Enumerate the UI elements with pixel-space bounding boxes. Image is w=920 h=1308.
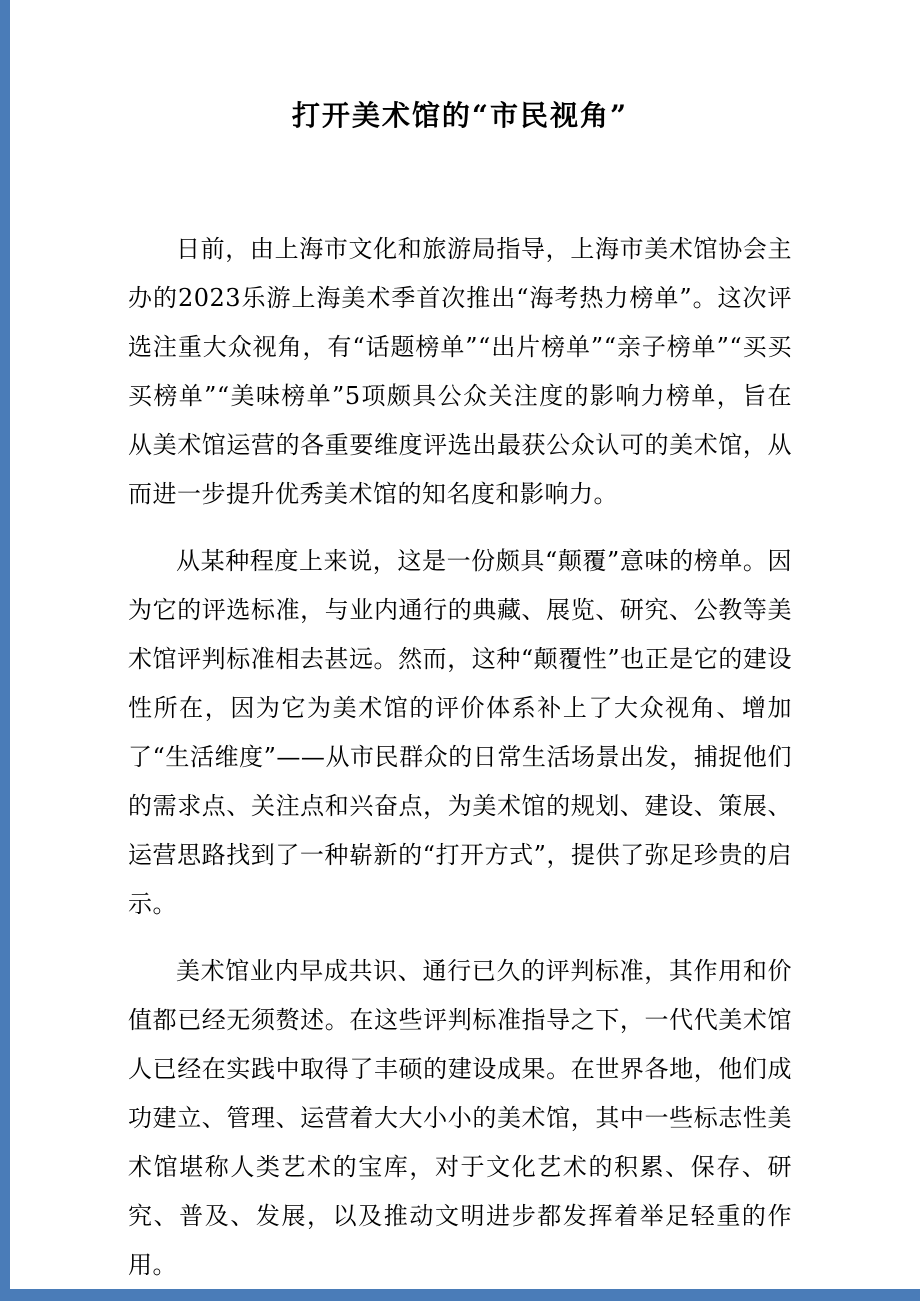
document-content [128, 0, 792, 1308]
document-title: 打开美术馆的“市民视角” [291, 99, 629, 132]
document-body [128, 225, 792, 1290]
paragraph: 日前，由上海市文化和旅游局指导，上海市美术馆协会主办的2023乐游上海美术季首次推出“海考热力榜单”。这次评选注重大众视角，有“话题榜单”“出片榜单”“亲子榜单”“买买买榜单”“美味榜单”5项颇具公众关注度的影响力榜单，旨在从美术馆运营的各重要维度评选出最获公众认可的美术馆，从而进一步提升优秀美术馆的知名度和影响力。 [128, 235, 792, 509]
paragraph: 从某种程度上来说，这是一份颇具“颠覆”意味的榜单。因为它的评选标准，与业内通行的典藏、展览、研究、公教等美术馆评判标准相去甚远。然而，这种“颠覆性”也正是它的建设性所在，因为它为美术馆的评价体系补上了大众视角、增加了“生活维度”——从市民群众的日常生活场景出发，捕捉他们的需求点、关注点和兴奋点，为美术馆的规划、建设、策展、运营思路找到了一种崭新的“打开方式”，提供了弥足珍贵的启示。 [128, 547, 792, 919]
paragraph: 美术馆业内早成共识、通行已久的评判标准，其作用和价值都已经无须赘述。在这些评判标准指导之下，一代代美术馆人已经在实践中取得了丰硕的建设成果。在世界各地，他们成功建立、管理、运营着大大小小的美术馆，其中一些标志性美术馆堪称人类艺术的宝库，对于文化艺术的积累、保存、研究、普及、发展，以及推动文明进步都发挥着举足轻重的作用。 [128, 957, 792, 1280]
page-left-border [0, 0, 10, 1301]
